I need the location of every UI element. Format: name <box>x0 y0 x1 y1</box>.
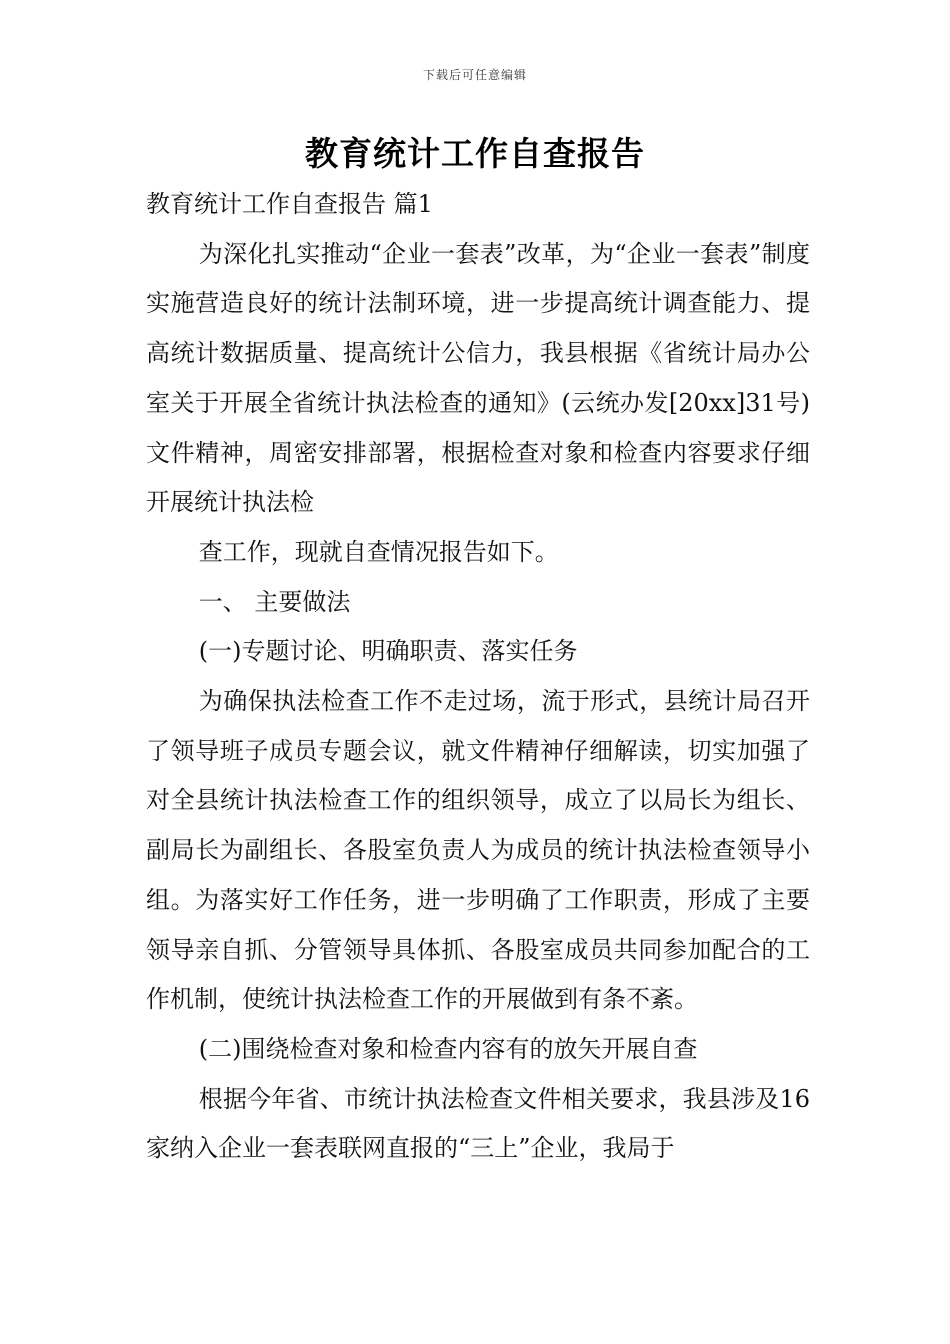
paragraph-organization: 为确保执法检查工作不走过场，流于形式，县统计局召开了领导班子成员专题会议，就文件精神仔细解读，切实加强了对全县统计执法检查工作的组织领导，成立了以局长为组长、副局长为副组长、各股室负责人为成员的统计执法检查领导小组。为落实好工作任务，进一步明确了工作职责，形成了主要领导亲自抓、分管领导具体抓、各股室成员共同参加配合的工作机制，使统计执法检查工作的开展做到有条不紊。 <box>146 687 810 1014</box>
section-title: 教育统计工作自查报告 篇1 <box>146 190 433 218</box>
paragraph-report-lead: 查工作，现就自查情况报告如下。 <box>198 537 559 566</box>
subheading-one: (一)专题讨论、明确职责、落实任务 <box>198 637 578 666</box>
header-note: 下载后可任意编辑 <box>422 68 527 82</box>
paragraph-self-check: 根据今年省、市统计执法检查文件相关要求，我县涉及16家纳入企业一套表联网直报的“三上”企业，我局于 <box>146 1084 810 1163</box>
subheading-two: (二)围绕检查对象和检查内容有的放矢开展自查 <box>198 1034 698 1063</box>
heading-main-practices: 一、 主要做法 <box>198 587 351 616</box>
paragraph-intro: 为深化扎实推动“企业一套表”改革，为“企业一套表”制度实施营造良好的统计法制环境，进一步提高统计调查能力、提高统计数据质量、提高统计公信力，我县根据《省统计局办公室关于开展全省统计执法检查的通知》(云统办发[20xx]31号)文件精神，周密安排部署，根据检查对象和检查内容要求仔细开展统计执法检 <box>146 239 810 517</box>
document-title: 教育统计工作自查报告 <box>305 134 645 173</box>
document-body <box>146 180 810 1174</box>
